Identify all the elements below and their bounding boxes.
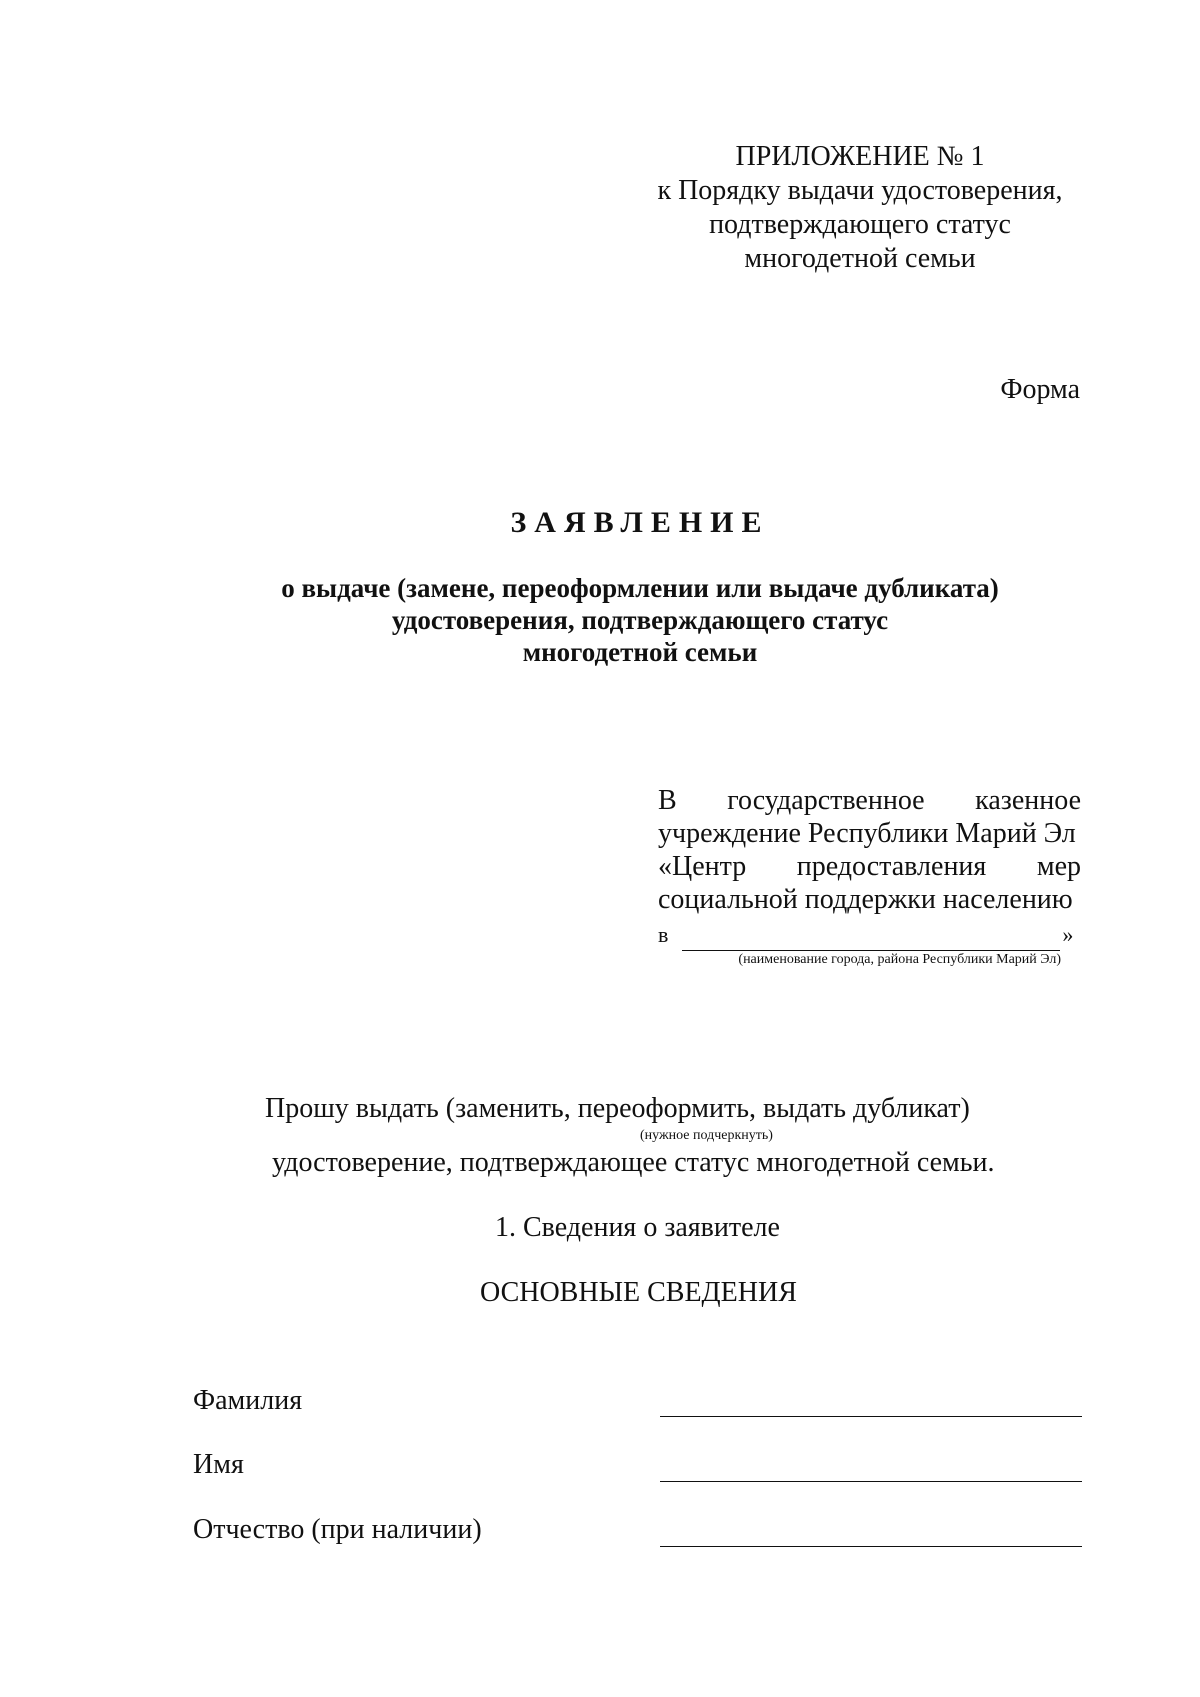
- appendix-number: ПРИЛОЖЕНИЕ № 1: [735, 141, 985, 172]
- surname-label: Фамилия: [193, 1385, 303, 1416]
- section-heading-main-info: ОСНОВНЫЕ СВЕДЕНИЯ: [480, 1277, 797, 1308]
- addressee-location-row: [658, 918, 1081, 951]
- addressee-prefix: в: [658, 922, 669, 947]
- section-heading-applicant: 1. Сведения о заявителе: [495, 1212, 780, 1243]
- addressee-suffix: »: [1062, 922, 1074, 947]
- name-field[interactable]: [660, 1481, 1082, 1482]
- addressee-block: [658, 784, 1081, 969]
- document-title: ЗАЯВЛЕНИЕ: [510, 506, 770, 539]
- location-blank-field[interactable]: [682, 930, 1060, 951]
- document-subtitle: [0, 572, 1200, 668]
- addressee-text: социальной поддержки населению: [658, 884, 1073, 915]
- request-line-1: Прошу выдать (заменить, переоформить, выдать дубликат): [265, 1093, 970, 1124]
- patronymic-label: Отчество (при наличии): [193, 1514, 482, 1545]
- subtitle-line-1: о выдаче (замене, переоформлении или выдаче дубликата): [281, 573, 999, 603]
- addressee-word: «Центр: [658, 851, 747, 882]
- appendix-ref-line-3: многодетной семьи: [744, 243, 976, 274]
- addressee-line-3: [658, 850, 1081, 883]
- addressee-word: государственное: [727, 785, 925, 816]
- name-label: Имя: [193, 1449, 244, 1480]
- addressee-word: казенное: [975, 785, 1081, 816]
- patronymic-field[interactable]: [660, 1546, 1082, 1547]
- addressee-word: предоставления: [796, 851, 987, 882]
- form-label: Форма: [1000, 374, 1080, 405]
- addressee-word: В: [658, 785, 677, 816]
- addressee-text: учреждение Республики Марий Эл: [658, 818, 1076, 849]
- request-hint: (нужное подчеркнуть): [640, 1128, 773, 1143]
- addressee-line-2: [658, 817, 1081, 850]
- request-line-2: удостоверение, подтверждающее статус многодетной семьи.: [272, 1147, 995, 1178]
- addressee-line-4: [658, 883, 1081, 916]
- location-field-hint: (наименование города, района Республики Марий Эл): [738, 952, 1061, 967]
- appendix-header: [630, 140, 1090, 276]
- subtitle-line-3: многодетной семьи: [522, 637, 758, 667]
- surname-field[interactable]: [660, 1416, 1082, 1417]
- appendix-ref-line-2: подтверждающего статус: [709, 209, 1011, 240]
- appendix-ref-line-1: к Порядку выдачи удостоверения,: [657, 175, 1063, 206]
- addressee-line-1: [658, 784, 1081, 817]
- addressee-word: мер: [1036, 851, 1081, 882]
- subtitle-line-2: удостоверения, подтверждающего статус: [391, 605, 889, 635]
